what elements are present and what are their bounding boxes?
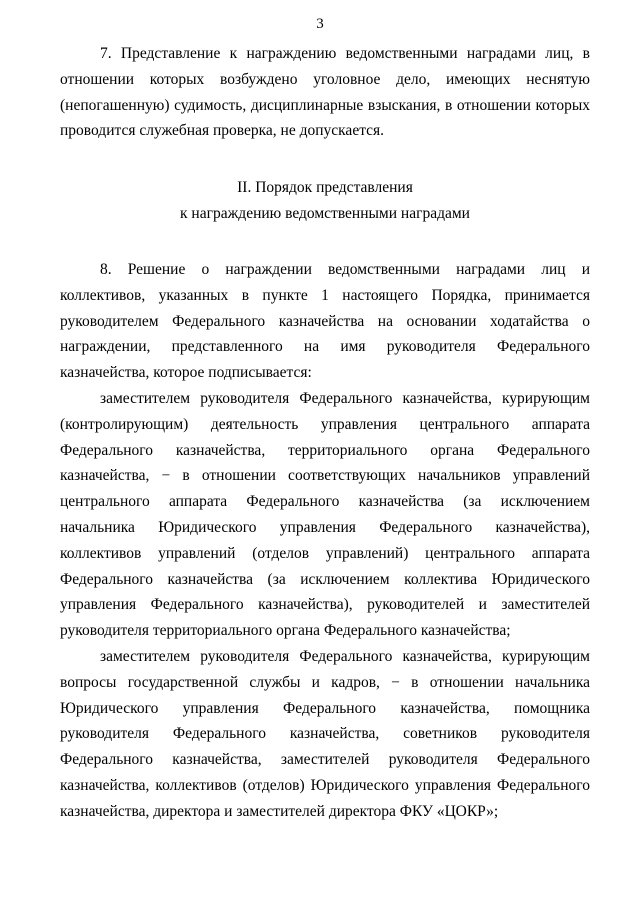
paragraph-8-item-2: заместителем руководителя Федерального казначейства, курирующим вопросы государственной службы и кадров, − в отношении начальника Юридического управления Федерального казначейства, помощника руководителя Федерального казначейства, советников руководителя Федерального казначейства, заместителей руководителя Федерального казначейства, коллективов (отделов) Юридического управления Федерального казначейства, директора и заместителей директора ФКУ «ЦОКР»;: [60, 647, 590, 820]
page-number: 3: [316, 16, 324, 32]
paragraph-7: 7. Представление к награждению ведомственными наградами лиц, в отношении которых возбуждено уголовное дело, имеющих неснятую (непогашенную) судимость, дисциплинарные взыскания, в отношении которых проводится служебная проверка, не допускается.: [60, 45, 590, 140]
paragraph-8-block: [60, 257, 590, 825]
section-heading-line-1: II. Порядок представления: [237, 179, 413, 196]
section-heading: [60, 175, 590, 227]
paragraph-8-item-1: заместителем руководителя Федерального казначейства, курирующим (контролирующим) деятельность управления центрального аппарата Федерального казначейства, территориального органа Федерального казначейства, − в отношении соответствующих начальников управлений центрального аппарата Федерального казначейства (за исключением начальника Юридического управления Федерального казначейства), коллективов управлений (отделов управлений) центрального аппарата Федерального казначейства (за исключением коллектива Юридического управления Федерального казначейства), руководителей и заместителей руководителя территориального органа Федерального казначейства;: [60, 389, 590, 640]
section-heading-line-2: к награждению ведомственными наградами: [180, 205, 470, 222]
paragraph-7-block: [60, 41, 590, 144]
paragraph-8: 8. Решение о награждении ведомственными наградами лиц и коллективов, указанных в пункте 1 настоящего Порядка, принимается руководителем Федерального казначейства на основании ходатайства о награждении, представленного на имя руководителя Федерального казначейства, которое подписывается:: [60, 261, 590, 382]
